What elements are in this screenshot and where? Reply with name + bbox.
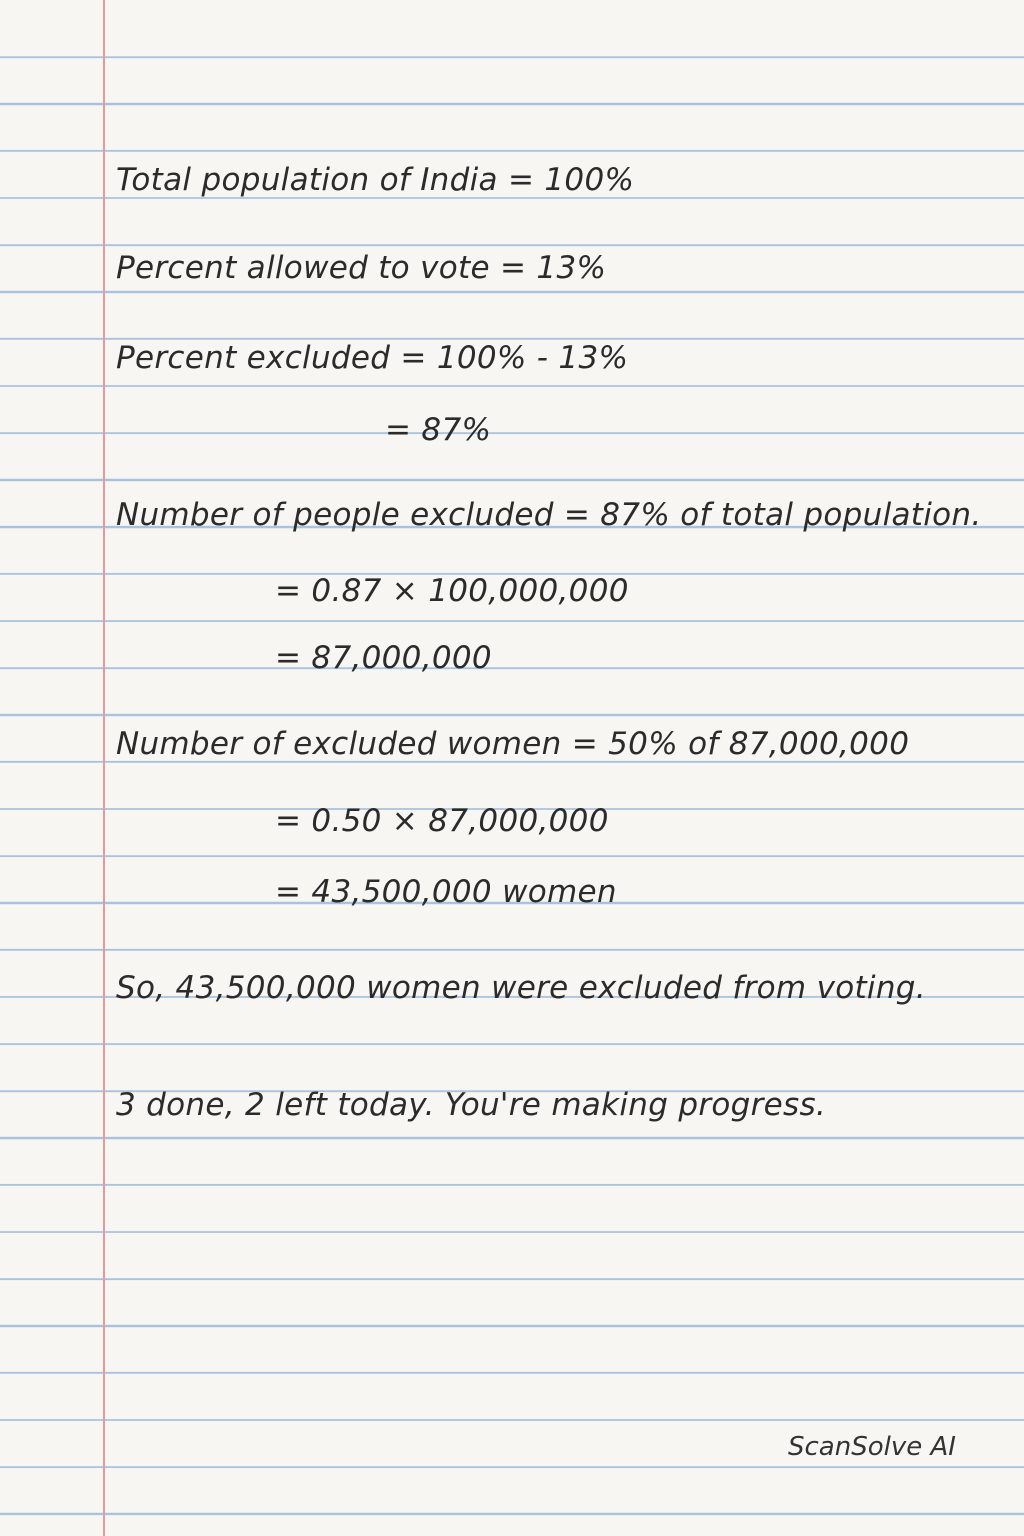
- line-people-excluded-result: = 87,000,000: [275, 640, 492, 676]
- line-percent-excluded-result: = 87%: [385, 412, 492, 448]
- line-people-excluded: Number of people excluded = 87% of total population.: [116, 497, 982, 533]
- line-percent-excluded: Percent excluded = 100% - 13%: [116, 340, 629, 376]
- line-excluded-women-result: = 43,500,000 women: [275, 874, 617, 910]
- line-excluded-women-calc: = 0.50 × 87,000,000: [275, 803, 609, 839]
- line-percent-allowed: Percent allowed to vote = 13%: [116, 250, 607, 286]
- line-people-excluded-calc: = 0.87 × 100,000,000: [275, 573, 629, 609]
- line-conclusion: So, 43,500,000 women were excluded from voting.: [116, 970, 926, 1006]
- line-total-population: Total population of India = 100%: [116, 162, 635, 198]
- line-excluded-women: Number of excluded women = 50% of 87,000,000: [116, 726, 910, 762]
- margin-line: [103, 0, 105, 1536]
- scansolve-watermark: ScanSolve AI: [788, 1432, 956, 1462]
- line-progress-note: 3 done, 2 left today. You're making progress.: [116, 1087, 827, 1123]
